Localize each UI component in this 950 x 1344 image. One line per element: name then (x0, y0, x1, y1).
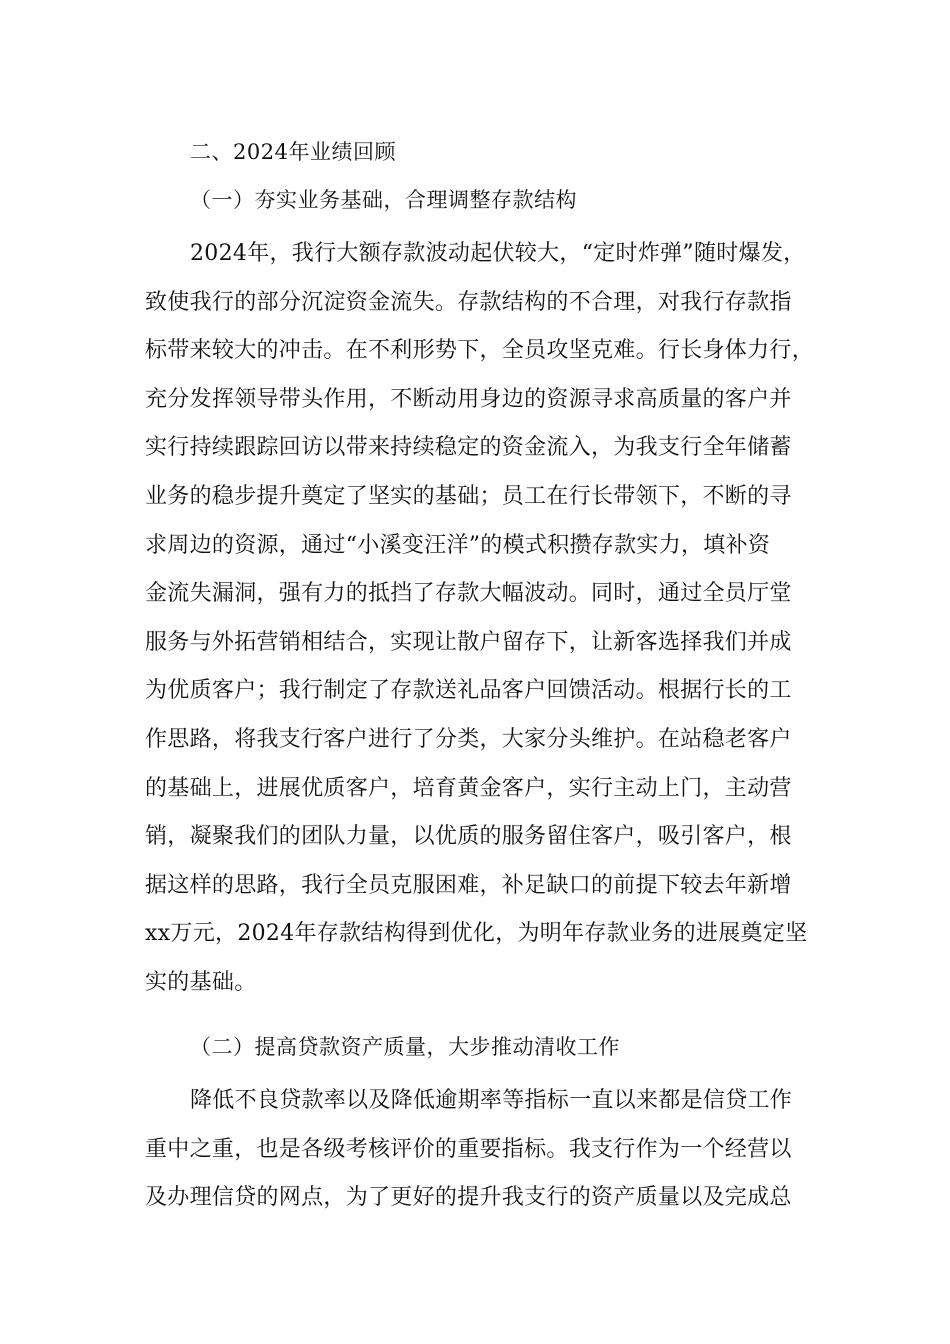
section-heading: 二、2024年业绩回顾 (190, 140, 396, 164)
paragraph-line: 金流失漏洞，强有力的抵挡了存款大幅波动。同时，通过全员厅堂 (145, 581, 792, 607)
paragraph-line: 标带来较大的冲击。在不利形势下，全员攻坚克难。行长身体力行， (145, 338, 815, 364)
paragraph-line: 充分发挥领导带头作用，不断动用身边的资源寻求高质量的客户并 (145, 386, 792, 412)
paragraph-line: 及办理信贷的网点，为了更好的提升我支行的资产质量以及完成总 (145, 1185, 792, 1211)
paragraph-line: 重中之重，也是各级考核评价的重要指标。我支行作为一个经营以 (145, 1136, 792, 1162)
subsection-heading-2: （二）提高贷款资产质量，大步推动清收工作 (190, 1035, 620, 1059)
paragraph-line: 据这样的思路，我行全员克服困难，补足缺口的前提下较去年新增 (145, 872, 792, 898)
paragraph-line: 实行持续跟踪回访以带来持续稳定的资金流入，为我支行全年储蓄 (145, 435, 792, 461)
paragraph-line: 服务与外拓营销相结合，实现让散户留存下，让新客选择我们并成 (145, 629, 792, 655)
paragraph-loan-quality (145, 1077, 835, 1223)
paragraph-line: 致使我行的部分沉淀资金流失。存款结构的不合理，对我行存款指 (145, 289, 792, 315)
paragraph-line: 作思路，将我支行客户进行了分类，大家分头维护。在站稳老客户 (145, 726, 792, 752)
paragraph-line: 实的基础。 (145, 969, 257, 995)
paragraph-line: 销，凝聚我们的团队力量，以优质的服务留住客户，吸引客户，根 (145, 824, 792, 850)
paragraph-line: xx万元，2024年存款结构得到优化，为明年存款业务的进展奠定坚 (145, 921, 808, 947)
paragraph-line: 为优质客户；我行制定了存款送礼品客户回馈活动。根据行长的工 (145, 678, 792, 704)
paragraph-line: 的基础上，进展优质客户，培育黄金客户，实行主动上门，主动营 (145, 775, 792, 801)
paragraph-deposit-structure (145, 230, 835, 1008)
paragraph-line: 2024年，我行大额存款波动起伏较大，“定时炸弹”随时爆发， (190, 241, 806, 266)
paragraph-line: 降低不良贷款率以及降低逾期率等指标一直以来都是信贷工作 (190, 1088, 793, 1113)
subsection-heading-1: （一）夯实业务基础，合理调整存款结构 (190, 188, 577, 212)
paragraph-line: 业务的稳步提升奠定了坚实的基础；员工在行长带领下，不断的寻 (145, 483, 792, 509)
paragraph-line: 求周边的资源，通过“小溪变汪洋”的模式积攒存款实力，填补资 (145, 532, 771, 558)
